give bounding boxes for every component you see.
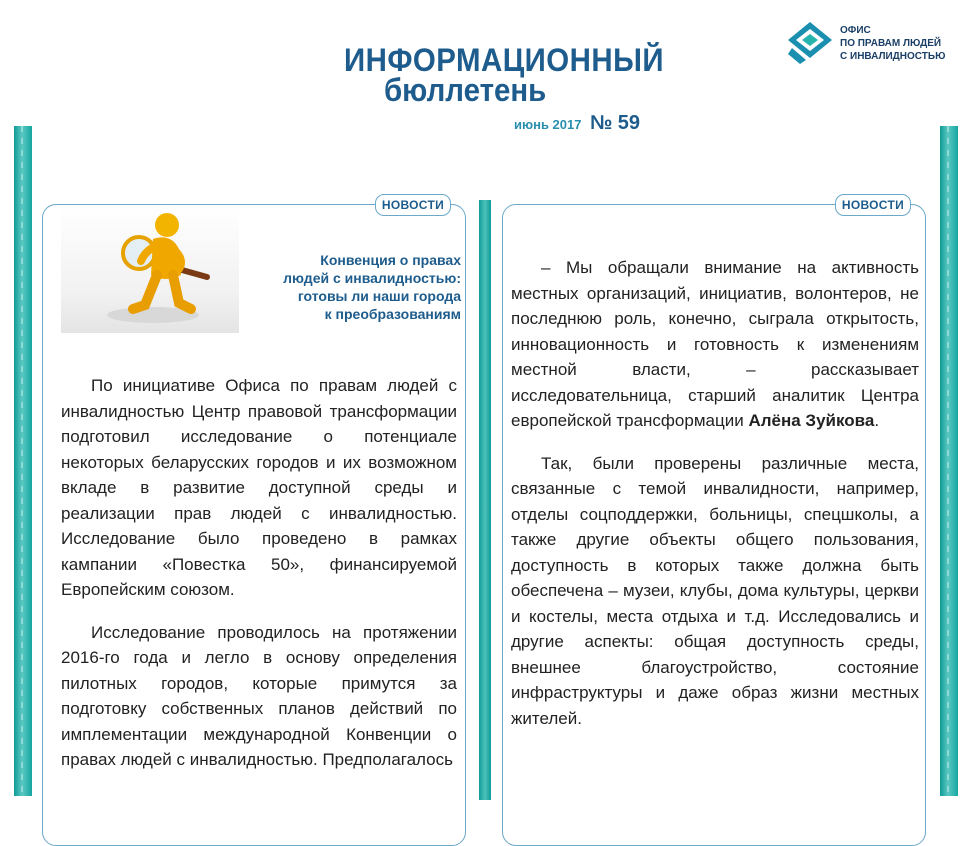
column-divider-stripe <box>479 200 491 800</box>
headline-line: готовы ли наши города <box>297 288 461 304</box>
left-section-label: НОВОСТИ <box>375 194 451 216</box>
issue-date: июнь 2017 <box>514 117 582 132</box>
masthead-title: ИНФОРМАЦИОННЫЙ <box>344 42 664 78</box>
article-illustration <box>61 205 239 333</box>
article-paragraph <box>511 255 919 434</box>
masthead-subtitle: бюллетень <box>384 72 547 108</box>
headline-line: Конвенция о правах <box>320 252 461 268</box>
left-article-body <box>61 373 457 790</box>
right-section-label: НОВОСТИ <box>835 194 911 216</box>
logo-mark-icon <box>786 20 834 66</box>
headline-line: к преобразованиям <box>324 306 461 322</box>
logo-line-3: С ИНВАЛИДНОСТЬЮ <box>840 51 946 62</box>
headline-line: людей с инвалидностью: <box>283 270 461 286</box>
left-news-panel <box>42 198 466 846</box>
article-headline <box>243 251 461 323</box>
article-paragraph: Так, были проверены различные места, связанные с темой инвалидности, например, отделы соцподдержки, больницы, спецшколы, а также другие объекты общего пользования, доступность в которых также должна быть обеспечена – музеи, клубы, дома культуры, церкви и костелы, места отдыха и т.д. Исследовались и другие аспекты: общая доступность среды, внешнее благоустройство, состояние инфраструктуры и даже образ жизни местных жителей. <box>511 453 919 728</box>
logo-line-2: ПО ПРАВАМ ЛЮДЕЙ <box>840 38 942 49</box>
article-paragraph: По инициативе Офиса по правам людей с инвалидностью Центр правовой трансформации подготовил исследование о потенциале некоторых беларусских городов и их возможном вкладе в развитие доступной среды и реализации прав людей с инвалидностью. Исследование было проведено в рамках кампании «Повестка 50», финансируемой Европейским союзом. <box>61 376 457 599</box>
right-decorative-stripe <box>940 126 958 796</box>
logo-line-1: ОФИС <box>840 25 871 36</box>
left-decorative-stripe <box>14 126 32 796</box>
issue-info <box>514 112 640 135</box>
quote-text: – Мы обращали внимание на активность местных организаций, инициатив, волонтеров, не последнюю роль, конечно, сыграла открытость, инновационность и готовность к изменениям местной власти, – рассказывает исследовательница, старший аналитик Центра европейской трансформации <box>511 258 919 430</box>
right-article-body <box>511 255 919 748</box>
office-logo <box>786 20 966 68</box>
right-news-panel <box>502 198 926 846</box>
article-paragraph: Исследование проводилось на протяжении 2016-го года и легло в основу определения пилотных городов, которые примутся за подготовку собственных планов действий по имплементации международной Конвенции о правах людей с инвалидностью. Предполагалось <box>61 622 457 769</box>
researcher-name: Алёна Зуйкова <box>748 411 875 430</box>
issue-number: № 59 <box>589 112 641 134</box>
person-with-magnifier-icon <box>61 205 239 333</box>
quote-end: . <box>874 411 880 430</box>
